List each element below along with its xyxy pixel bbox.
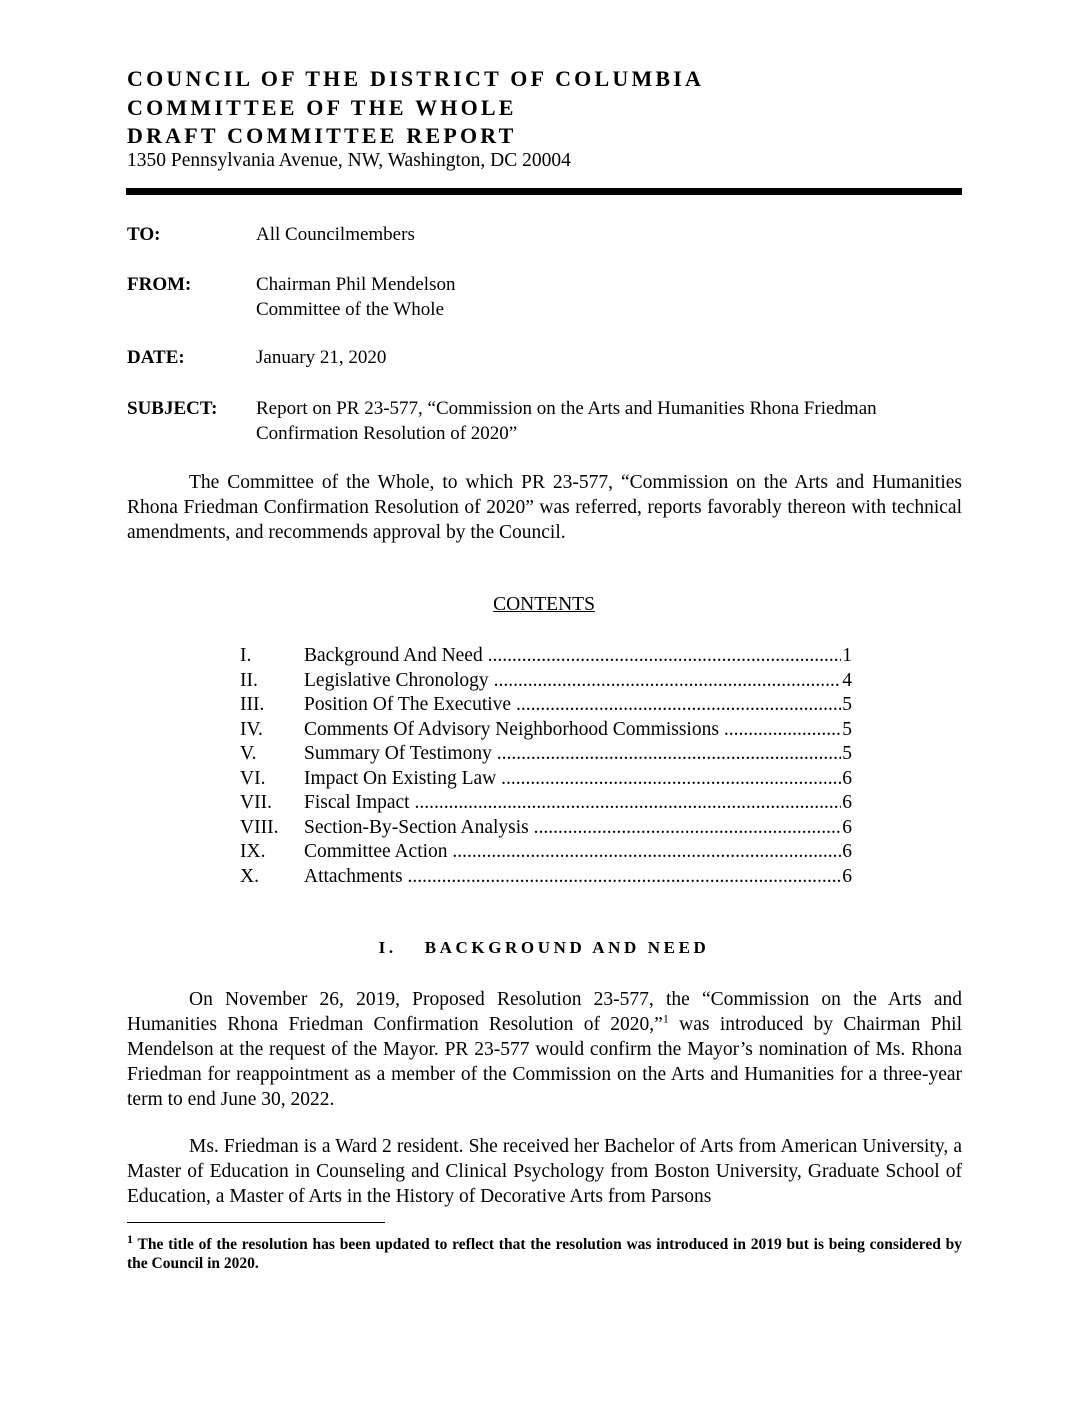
paragraph-text: On November 26, 2019, Proposed Resolution 23-577, the “Commission on the Arts and Humanities Rhona Friedman Confirmation Resolution of 2020,” <box>127 989 962 1035</box>
paragraph-text: was introduced by Chairman Phil Mendelson at the request of the Mayor. PR 23-577 would confirm the Mayor’s nomination of Ms. Rhona Friedman for reappointment as a member of the Commission on the Arts and Humanities for a three-year term to end June 30, 2022. <box>127 1014 962 1110</box>
contents-title: CONTENTS <box>493 594 595 615</box>
toc-entry-page: 4 <box>841 669 852 694</box>
memo-from-label: FROM: <box>127 274 192 295</box>
toc-entry-number: II. <box>240 669 258 691</box>
header-report-type: DRAFT COMMITTEE REPORT <box>127 123 517 148</box>
footnote-number: 1 <box>127 1231 133 1246</box>
toc-entry[interactable] <box>240 816 852 841</box>
toc-entry[interactable] <box>240 865 852 890</box>
toc-entry-page: 6 <box>841 791 852 816</box>
toc-entry-title: Fiscal Impact ..... <box>304 791 842 816</box>
memo-to-label: TO: <box>127 224 161 245</box>
section-title: BACKGROUND AND NEED <box>424 938 710 957</box>
header-address: 1350 Pennsylvania Avenue, NW, Washington, DC 20004 <box>127 150 571 171</box>
toc-entry-title: Committee Action ..... <box>304 840 842 865</box>
footnote-rule <box>127 1222 385 1223</box>
toc-entry[interactable] <box>240 644 852 669</box>
toc-entry-page: 6 <box>841 865 852 890</box>
toc-entry[interactable] <box>240 840 852 865</box>
toc-entry-number: V. <box>240 743 257 764</box>
toc-entry-title: Attachments ..... <box>304 865 842 890</box>
intro-paragraph: The Committee of the Whole, to which PR 23-577, “Commission on the Arts and Humanities Rhona Friedman Confirmation Resolution of 2020” was referred, reports favorably thereon with technical amendments, and recommends approval by the Council. <box>127 472 962 543</box>
footnote <box>127 1231 962 1273</box>
background-paragraph-1 <box>127 987 962 1112</box>
toc-entry-page: 6 <box>841 840 852 865</box>
memo-from-value-2: Committee of the Whole <box>256 299 445 320</box>
toc-entry-number: VII. <box>240 792 272 813</box>
toc-entry[interactable] <box>240 767 852 792</box>
memo-to-value: All Councilmembers <box>256 224 415 245</box>
table-of-contents <box>240 644 852 889</box>
toc-entry-number: III. <box>240 694 265 715</box>
toc-entry-page: 1 <box>841 644 852 669</box>
background-paragraph-2: Ms. Friedman is a Ward 2 resident. She received her Bachelor of Arts from American University, a Master of Education in Counseling and Clinical Psychology from Boston University, Graduate School of Education, a Master of Arts in the History of Decorative Arts from Parsons <box>127 1136 962 1207</box>
header-council: COUNCIL OF THE DISTRICT OF COLUMBIA <box>127 66 705 91</box>
memo-from-value-1: Chairman Phil Mendelson <box>256 274 456 295</box>
toc-entry-page: 6 <box>841 767 852 792</box>
toc-entry[interactable] <box>240 791 852 816</box>
memo-subject-label: SUBJECT: <box>127 398 218 419</box>
toc-entry[interactable] <box>240 669 852 694</box>
toc-entry-page: 6 <box>841 816 852 841</box>
section-number: I. <box>378 938 397 957</box>
toc-entry-title: Background And Need ..... <box>304 644 842 669</box>
toc-entry-title: Section-By-Section Analysis ..... <box>304 816 842 841</box>
memo-date-value: January 21, 2020 <box>256 347 387 368</box>
toc-entry-number: IV. <box>240 718 263 740</box>
toc-entry-number: VI. <box>240 767 266 789</box>
toc-entry-title: Comments Of Advisory Neighborhood Commissions ..... <box>304 718 842 743</box>
footnote-reference[interactable]: 1 <box>662 1011 669 1026</box>
toc-entry[interactable] <box>240 693 852 718</box>
toc-entry[interactable] <box>240 742 852 767</box>
toc-entry-page: 5 <box>841 742 852 767</box>
toc-entry[interactable] <box>240 718 852 743</box>
toc-entry-number: VIII. <box>240 816 279 838</box>
header-committee: COMMITTEE OF THE WHOLE <box>127 95 517 120</box>
toc-entry-title: Legislative Chronology ..... <box>304 669 842 694</box>
toc-entry-number: X. <box>240 865 259 887</box>
toc-entry-title: Summary Of Testimony ..... <box>304 742 842 767</box>
toc-entry-page: 5 <box>841 693 852 718</box>
toc-entry-number: I. <box>240 645 252 666</box>
toc-entry-number: IX. <box>240 841 266 862</box>
footnote-text: The title of the resolution has been updated to reflect that the resolution was introduced in 2019 but is being considered by the Council in 2020. <box>127 1236 962 1272</box>
section-heading <box>0 938 1088 958</box>
toc-entry-title: Position Of The Executive ..... <box>304 693 842 718</box>
memo-subject-value: Report on PR 23-577, “Commission on the Arts and Humanities Rhona Friedman Confirmation Resolution of 2020” <box>256 398 877 444</box>
memo-date-label: DATE: <box>127 347 185 368</box>
toc-entry-page: 5 <box>841 718 852 743</box>
toc-entry-title: Impact On Existing Law ..... <box>304 767 842 792</box>
header-rule <box>126 188 962 195</box>
